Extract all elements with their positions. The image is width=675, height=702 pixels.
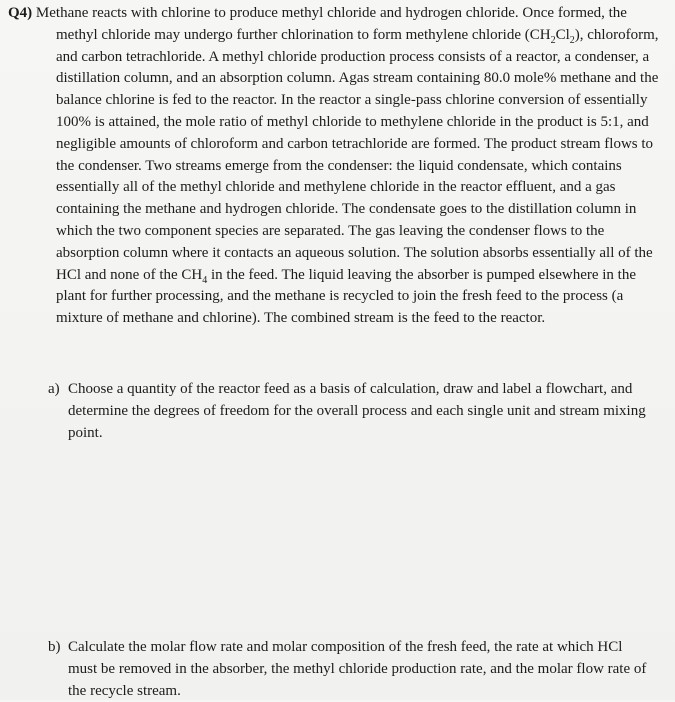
question-text-part-2: Cl <box>555 26 570 43</box>
question-number: Q4) <box>8 5 33 21</box>
subscript-2b: 2 <box>569 34 575 46</box>
part-b-letter: b) <box>48 639 61 655</box>
part-a <box>48 379 653 444</box>
subscript-4: 4 <box>202 274 208 286</box>
part-a-letter: a) <box>48 381 60 397</box>
question-text-part-3: ), chloroform, and carbon tetrachloride. A methyl chloride production process consists of a reactor, a condenser, a distillation column, and an absorption column. Agas stream containing 80.0 mole% methane and the balance chlorine is fed to the reactor. In the reactor a single-pass chlorine conversion of essentially 100% is attained, the mole ratio of methyl chloride to methylene chloride in the product is 5:1, and negligible amounts of chloroform and carbon tetrachloride are formed. The product stream flows to the condenser. Two streams emerge from the condenser: the liquid condensate, which contains essentially all of the methyl chloride and methylene chloride in the reactor effluent, and a gas containing the methane and hydrogen chloride. The condensate goes to the distillation column in which the two component species are separated. The gas leaving the condenser flows to the absorption column where it contacts an aqueous solution. The solution absorbs essentially all of the HCl and none of the CH <box>56 26 659 283</box>
part-a-text: Choose a quantity of the reactor feed as a basis of calculation, draw and label a flowchart, and determine the degrees of freedom for the overall process and each single unit and stream mixing point. <box>68 381 646 441</box>
subscript-2: 2 <box>550 34 556 46</box>
question-text-part-4: in the feed. The liquid leaving the absorber is pumped elsewhere in the plant for further processing, and the methane is recycled to join the fresh feed to the process (a mixture of methane and chlorine). The combined stream is the feed to the reactor. <box>56 266 636 327</box>
part-b-text: Calculate the molar flow rate and molar composition of the fresh feed, the rate at which HCl must be removed in the absorber, the methyl chloride production rate, and the molar flow rate of the recycle stream. <box>68 639 647 699</box>
question-block <box>8 3 663 330</box>
question-text <box>8 3 663 330</box>
part-b <box>48 637 653 702</box>
question-text-part-1: Methane reacts with chlorine to produce methyl chloride and hydrogen chloride. Once formed, the methyl chloride may undergo further chlorination to form methylene chloride (CH <box>35 5 627 43</box>
